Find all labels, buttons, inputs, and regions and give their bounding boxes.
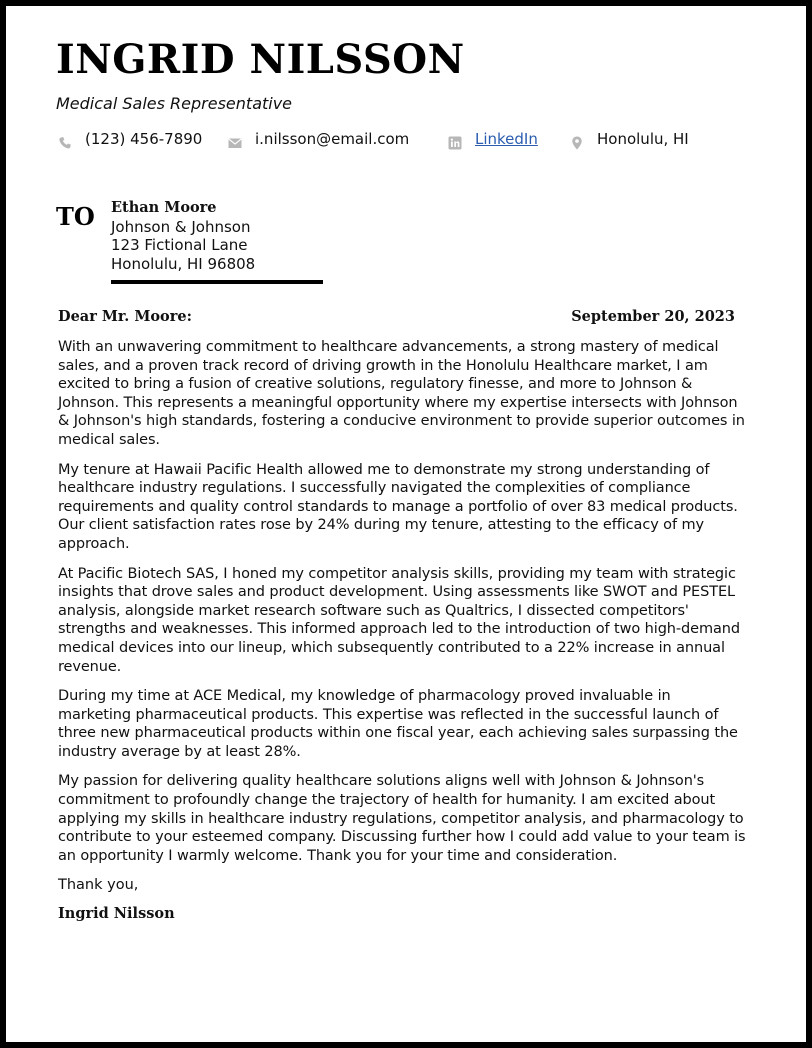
phone-icon xyxy=(58,136,72,150)
email-address[interactable]: i.nilsson@email.com xyxy=(255,130,410,148)
letter-body xyxy=(58,338,748,922)
location-text: Honolulu, HI xyxy=(597,130,689,148)
applicant-name: INGRID NILSSON xyxy=(56,36,465,83)
envelope-icon xyxy=(228,136,242,150)
body-paragraph-1: With an unwavering commitment to healthcare advancements, a strong mastery of medical sales, and a proven track record of driving growth in the Honolulu Healthcare market, I am excited to bring a fusion of creative solutions, regulatory finesse, and more to Johnson & Johnson. This represents a meaningful opportunity where my expertise intersects with Johnson & Johnson's high standards, fostering a conducive environment to provide superior outcomes in medical sales. xyxy=(58,339,745,448)
linkedin-link[interactable]: LinkedIn xyxy=(475,130,538,148)
body-paragraph-5: My passion for delivering quality healthcare solutions aligns well with Johnson & Johnson's commitment to profoundly change the trajectory of health for humanity. I am excited about applying my skills in healthcare industry regulations, competitor analysis, and pharmacology to contribute to your esteemed company. Discussing further how I could add value to your team is an opportunity I warmly welcome. Thank you for your time and consideration. xyxy=(58,773,746,864)
map-pin-icon xyxy=(570,136,584,150)
recipient-block xyxy=(111,199,255,273)
linkedin-icon xyxy=(448,136,462,150)
recipient-address-line1: 123 Fictional Lane xyxy=(111,236,248,254)
phone-number: (123) 456-7890 xyxy=(85,130,203,148)
to-label: TO xyxy=(56,202,95,231)
closing-line: Thank you, xyxy=(58,877,139,894)
recipient-address-line2: Honolulu, HI 96808 xyxy=(111,254,256,273)
recipient-name: Ethan Moore xyxy=(111,199,217,216)
salutation: Dear Mr. Moore: xyxy=(58,308,192,325)
letter-date: September 20, 2023 xyxy=(571,308,735,325)
body-paragraph-4: During my time at ACE Medical, my knowledge of pharmacology proved invaluable in marketing pharmaceutical products. This expertise was reflected in the successful launch of three new pharmaceutical products within one fiscal year, each achieving sales surpassing the industry average by at least 28%. xyxy=(58,688,738,760)
recipient-divider xyxy=(111,280,323,284)
body-paragraph-3: At Pacific Biotech SAS, I honed my competitor analysis skills, providing my team with strategic insights that drove sales and product development. Using assessments like SWOT and PESTEL analysis, alongside market research software such as Qualtrics, I dissected competitors' strengths and weaknesses. This informed approach led to the introduction of two high-demand medical devices into our lineup, which subsequently contributed to a 22% increase in annual revenue. xyxy=(58,565,740,675)
recipient-company: Johnson & Johnson xyxy=(111,217,251,236)
job-title: Medical Sales Representative xyxy=(56,94,293,113)
signature-name: Ingrid Nilsson xyxy=(58,905,175,923)
body-paragraph-2: My tenure at Hawaii Pacific Health allowed me to demonstrate my strong understanding of healthcare industry regulations. I successfully navigated the complexities of compliance requirements and quality control standards to manage a portfolio of over 83 medical products. Our client satisfaction rates rose by 24% during my tenure, attesting to the efficacy of my approach. xyxy=(58,461,738,552)
